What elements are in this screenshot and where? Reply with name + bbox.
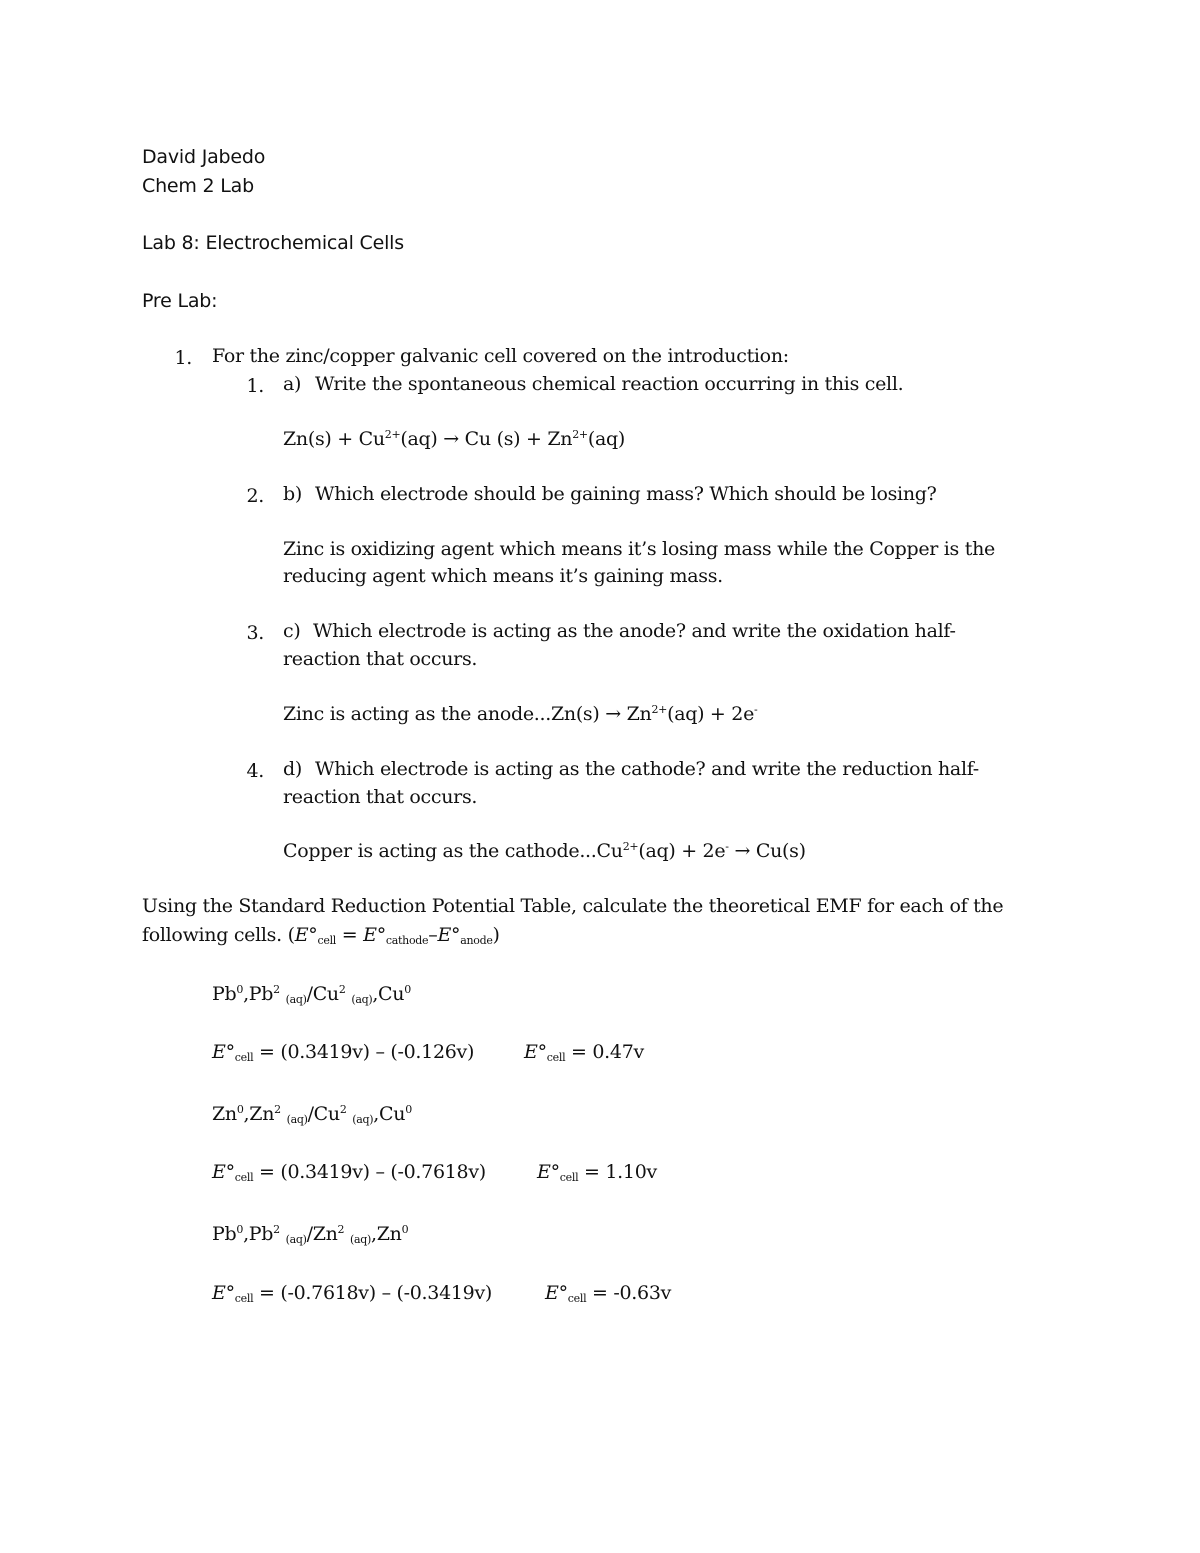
emf-intro-line1: Using the Standard Reduction Potential Table, calculate the theoretical EMF for each of the [142,895,1004,917]
question-prompt: For the zinc/copper galvanic cell covered on the introduction: [212,345,789,367]
cell-notation-3: Pb$^0$,Pb$^2$ $_{(aq)}/Zn^2$ $_{(aq)},Zn^0$ [212,1223,409,1246]
part-number-3: 3. [246,622,264,644]
question-number: 1. [174,347,192,369]
answer-d-reaction: Copper is acting as the $cathode...Cu^{2+}(aq) + 2e^- \to Cu(s)$ [283,840,806,862]
part-label-b: b) [283,483,302,505]
emf-intro-line2: following cells. $(E^\circ_{cell} = E^\circ_{cathode}-E^\circ_{anode})$ [142,924,500,947]
cell-calc-1: $E^\circ_{cell} = (0.3419v) - (-0.126v)$ [212,1041,475,1064]
cell-result-2: $E^\circ_{cell} = 1.10v$ [537,1161,657,1184]
arrow-icon: → [728,840,751,862]
part-question-d-line2: reaction that occurs. [283,786,478,808]
arrow-icon: → [605,703,621,725]
part-label-c: c) [283,620,301,642]
part-number-4: 4. [246,760,264,782]
cell-notation-1: Pb$^0$,Pb$^2$ $_{(aq)}/Cu^2$ $_{(aq)},Cu^0$ [212,983,411,1006]
answer-b-line1: Zinc is oxidizing agent which means it’s losing mass while the Copper is the [283,538,995,560]
cell-notation-2: Zn$^0$,Zn$^2$ $_{(aq)}/Cu^2$ $_{(aq)},Cu^0$ [212,1103,412,1126]
section-heading: Pre Lab: [142,290,218,312]
part-number-1: 1. [246,375,264,397]
part-label-a: a) [283,373,302,395]
answer-c-reaction: Zinc is acting as the anode...Zn(s) → $Zn^{2+}(aq) + 2e^-$ [283,703,758,725]
answer-a-reaction: $Zn(s) + Cu^{2+}(aq) \to Cu$ $(s) + Zn^{2+}(aq)$ [283,428,625,450]
part-label-d: d) [283,758,302,780]
course-name: Chem 2 Lab [142,175,254,197]
part-question-c-line1: Which electrode is acting as the anode? and write the oxidation half- [313,620,956,642]
lab-title: Lab 8: Electrochemical Cells [142,232,404,254]
part-question-c-line2: reaction that occurs. [283,648,478,670]
part-question-b: Which electrode should be gaining mass? Which should be losing? [315,483,937,505]
part-question-d-line1: Which electrode is acting as the cathode? and write the reduction half- [315,758,979,780]
cell-result-3: $E^\circ_{cell} = -0.63v$ [545,1282,672,1305]
author-name: David Jabedo [142,146,266,168]
cell-calc-3: $E^\circ_{cell} = (-0.7618v) - (-0.3419v)$ [212,1282,492,1305]
part-number-2: 2. [246,485,264,507]
cell-calc-2: $E^\circ_{cell} = (0.3419v) - (-0.7618v)$ [212,1161,486,1184]
arrow-icon: → [443,428,459,450]
cell-result-1: $E^\circ_{cell} = 0.47v$ [524,1041,644,1064]
answer-b-line2: reducing agent which means it’s gaining mass. [283,565,723,587]
part-question-a: Write the spontaneous chemical reaction occurring in this cell. [315,373,904,395]
